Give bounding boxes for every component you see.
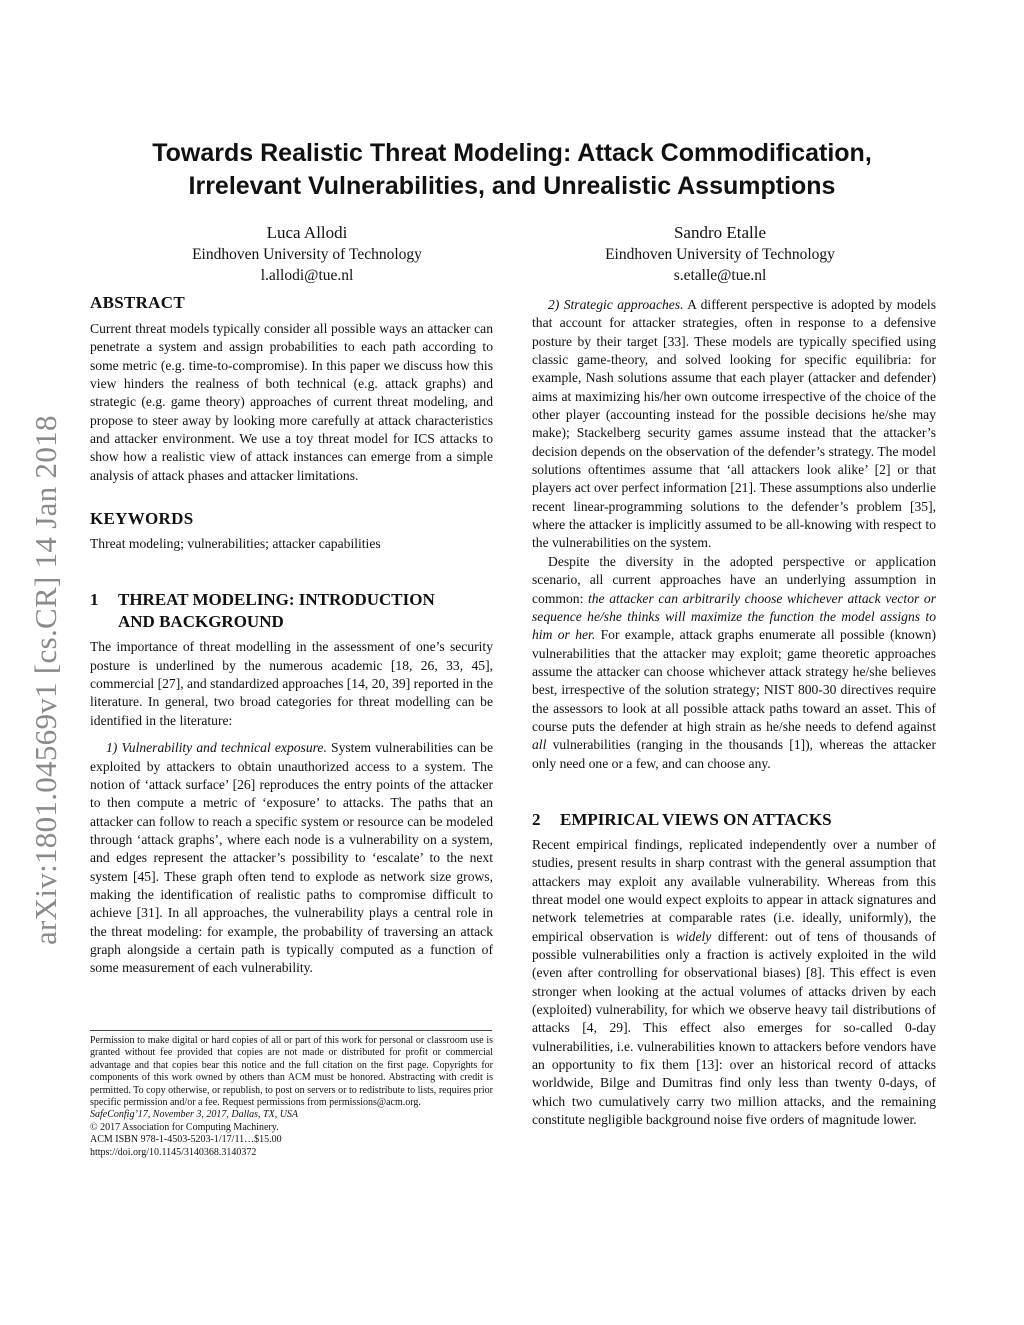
author-email: s.etalle@tue.nl (673, 267, 767, 284)
author-block (555, 222, 885, 286)
left-column (90, 292, 493, 978)
keywords-heading: KEYWORDS (90, 509, 194, 529)
keywords-text: Threat modeling; vulnerabilities; attacker capabilities (90, 536, 381, 552)
section-title-line: AND BACKGROUND (118, 612, 284, 632)
author-email: l.allodi@tue.nl (260, 267, 354, 284)
paragraph-lead: 1) Vulnerability and technical exposure. (106, 740, 327, 756)
abstract-text: Current threat models typically consider all possible ways an attacker can penetrate a system and assign probabilities to each path according to some metric (e.g. time-to-compromise). In this paper we discuss how this view hinders the realness of both technical (e.g. attack graphs) and strategic (e.g. game theory) approaches of current threat modeling, and propose to steer away by looking more carefully at attack characteristics and attacker environment. We use a toy threat model for ICS attacks to show how a realistic view of attack instances can emerge from a simple analysis of attack phases and attacker limitations. (90, 321, 493, 483)
section-2-heading (532, 809, 936, 831)
paragraph-text: Despite the diversity in the adopted perspective or application scenario, all current approaches have an underlying assumption in common: (532, 553, 936, 606)
abstract-heading: ABSTRACT (90, 293, 185, 312)
paragraph-text: System vulnerabilities can be exploited by attackers to obtain unauthorized access to a system. The notion of ‘attack surface’ [26] reproduces the entry points of the attacker to then compute a metric of ‘exposure’ to attacks. The paths that an attacker can follow to reach a specific system or resource can be modeled through ‘attack graphs’, where each node is a vulnerability on a system, and edges represent the attacker’s possibility to ‘escalate’ to the next system [45]. These graph often tend to explode as network size grows, making the identification of realistic paths to compromise difficult to achieve [31]. In all approaches, the vulnerability plays a central role in the threat modeling: for example, the probability of traversing an attack graph alongside a certain path is typically computed as a function of some measurement of each vulnerability. (90, 740, 493, 976)
venue: SafeConfig’17, November 3, 2017, Dallas, TX, USA (90, 1109, 299, 1121)
permission-notice: Permission to make digital or hard copies of all or part of this work for personal or classroom use is granted without fee provided that copies are not made or distributed for profit or commercial advantage and that copies bear this notice and the full citation on the first page. Copyrights for components of this work owned by others than ACM must be honored. Abstracting with credit is permitted. To copy otherwise, or republish, to post on servers or to redistribute to lists, requires prior specific permission and/or a fee. Request permissions from permissions@acm.org. (90, 1035, 493, 1109)
emphasis: the attacker can arbitrarily choose whichever attack vector or sequence he/she thinks will maximize the function the model assigns to him or her. (532, 590, 936, 643)
author-block (142, 222, 472, 286)
paragraph-text: A different perspective is adopted by models that account for attacker strategies, often in response to a defensive posture by their target [33]. These models are typically specified using classic game-theory, and solved looking for specific equilibria: for example, Nash solutions assume that each player (attacker and defender) aims at maximizing his/her own outcome irrespective of the choice of the other player (accounting instead for the possible decisions he/she may make); Stackelberg security games assume instead that the attacker’s decision depends on the observation of the defender’s strategy. The model solutions oftentimes assume that ‘all attackers look alike’ [2] or that players act over perfect information [21]. These assumptions also underlie recent linear-programming solutions to the defender’s problem [35], where the attacker is implicitly assumed to be all-knowing with respect to the vulnerabilities on the system. (532, 297, 936, 551)
section-title: EMPIRICAL VIEWS ON ATTACKS (560, 809, 832, 829)
doi-link[interactable]: https://doi.org/10.1145/3140368.3140372 (90, 1146, 257, 1158)
author-affiliation: Eindhoven University of Technology (192, 246, 422, 263)
author-affiliation: Eindhoven University of Technology (605, 246, 835, 263)
arxiv-stamp: arXiv:1801.04569v1 [cs.CR] 14 Jan 2018 (28, 415, 63, 945)
paragraph-text: For example, attack graphs enumerate all possible (known) vulnerabilities that the attacker may exploit; game theoretic approaches assume the attacker can choose whichever attack strategy he/she believes best, irrespective of the solution strategy; NIST 800-30 directives require the assessors to look at all possible attack paths toward an asset. This of course puts the defender at high strain as he/she needs to defend against (532, 627, 936, 734)
paragraph-text: different: out of tens of thousands of possible vulnerabilities only a fraction is actively exploited in the wild (even after controlling for observational biases) [8]. This effect is even stronger when looking at the actual volumes of attacks driven by each (exploited) vulnerability, for which we observe heavy tail distributions of attacks [4, 29]. This effect also emerges for so-called 0-day vulnerabilities, i.e. vulnerabilities known to attackers before vendors have an opportunity to fix them [13]: over an historical record of attacks worldwide, Bilge and Dumitras find only less than twenty 0-days, of which two cumulatively carry two million attacks, and the remaining constitute negligible background noise five orders of magnitude lower. (532, 928, 936, 1128)
emphasis: all (532, 737, 547, 753)
paper-title-line-1: Towards Realistic Threat Modeling: Attack Commodification, (152, 139, 872, 167)
section-1-heading (90, 589, 493, 633)
paragraph (532, 296, 936, 553)
isbn: ACM ISBN 978-1-4503-5203-1/17/11…$15.00 (90, 1134, 282, 1146)
author-name: Sandro Etalle (673, 223, 767, 242)
paragraph-lead: 2) Strategic approaches. (548, 297, 684, 312)
footnote-rule (90, 1030, 492, 1031)
emphasis: widely (675, 928, 712, 944)
paragraph (532, 836, 936, 1130)
section-number: 2 (532, 809, 541, 829)
paragraph-text: Recent empirical findings, replicated independently over a number of studies, present results in sharp contrast with the general assumption that attackers may exploit any available vulnerability. Whereas from this threat model one would expect exploits to appear in attack signatures and network telemetries at comparable rates (i.e. ideally, uniformly), the empirical observation is (532, 836, 936, 944)
author-name: Luca Allodi (266, 223, 348, 242)
paragraph-text: vulnerabilities (ranging in the thousands [1]), whereas the attacker only need one or a few, and can choose any. (532, 737, 936, 771)
paragraph (90, 739, 493, 977)
paragraph (532, 553, 936, 773)
section-number: 1 (90, 590, 99, 610)
copyright: © 2017 Association for Computing Machinery. (90, 1121, 279, 1133)
right-column (532, 296, 936, 1129)
section-title-line: THREAT MODELING: INTRODUCTION (118, 590, 435, 610)
footnote (90, 1035, 493, 1159)
paragraph: The importance of threat modelling in the assessment of one’s security posture is underlined by the numerous academic [18, 26, 33, 45], commercial [27], and standardized approaches [14, 20, 39] reported in the literature. In general, two broad categories for threat modelling can be identified in the literature: (90, 639, 493, 728)
paper-title-line-2: Irrelevant Vulnerabilities, and Unrealistic Assumptions (188, 172, 836, 200)
